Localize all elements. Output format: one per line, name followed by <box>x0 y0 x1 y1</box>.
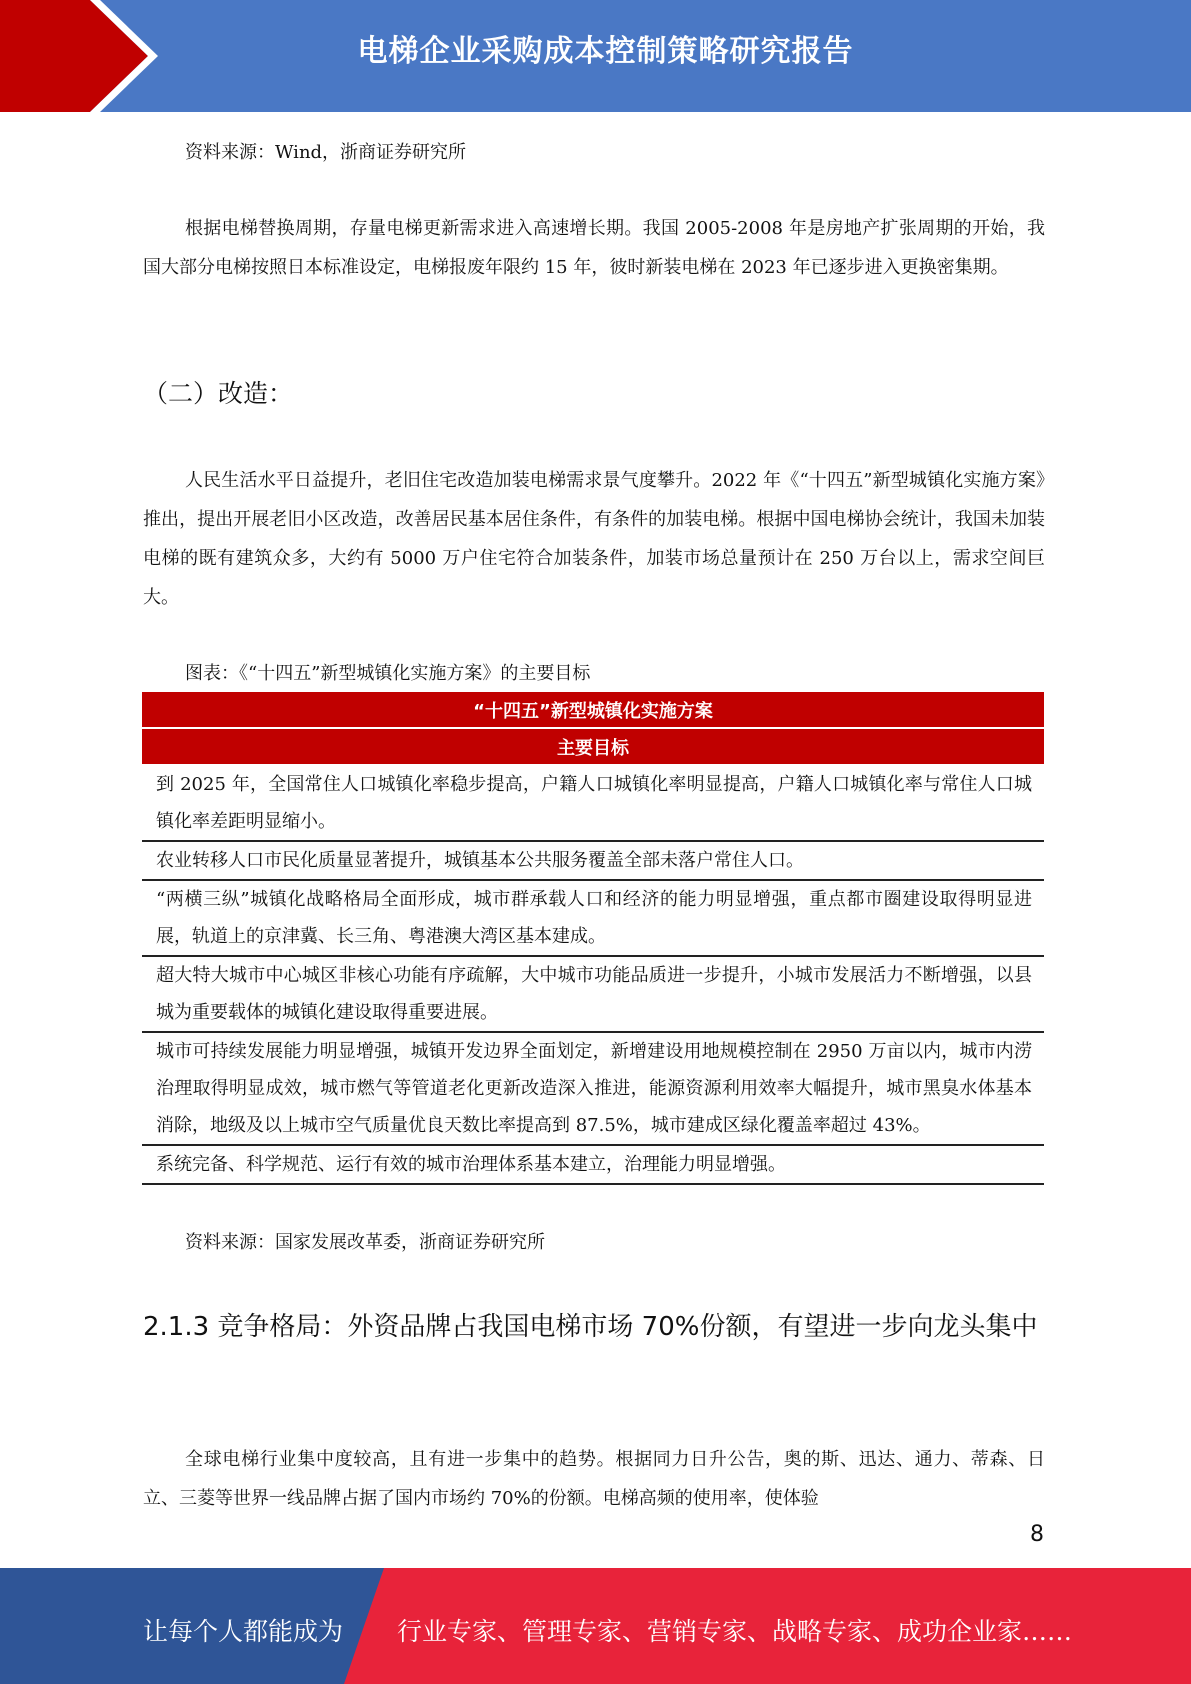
table-cell: 农业转移人口市民化质量显著提升，城镇基本公共服务覆盖全部未落户常住人口。 <box>142 841 1044 880</box>
goals-table <box>142 692 1044 1185</box>
figure-caption: 图表：《“十四五”新型城镇化实施方案》的主要目标 <box>185 663 591 684</box>
footer-roles: 行业专家、管理专家、营销专家、战略专家、成功企业家…… <box>397 1617 1073 1646</box>
page-number: 8 <box>1030 1522 1044 1547</box>
table-row <box>142 841 1044 880</box>
table-cell: “两横三纵”城镇化战略格局全面形成，城市群承载人口和经济的能力明显增强，重点都市圈建设取得明显进展，轨道上的京津冀、长三角、粤港澳大湾区基本建成。 <box>142 880 1044 956</box>
source-note: 资料来源：Wind，浙商证券研究所 <box>185 142 467 163</box>
table-cell: 城市可持续发展能力明显增强，城镇开发边界全面划定，新增建设用地规模控制在 2950 万亩以内，城市内涝治理取得明显成效，城市燃气等管道老化更新改造深入推进，能源资源利用效率大幅提升，城市黑臭水体基本消除，地级及以上城市空气质量优良天数比率提高到 87.5%，城市建成区绿化覆盖率超过 43%。 <box>142 1032 1044 1145</box>
table-row <box>142 880 1044 956</box>
table-cell: 超大特大城市中心城区非核心功能有序疏解，大中城市功能品质进一步提升，小城市发展活力不断增强，以县城为重要载体的城镇化建设取得重要进展。 <box>142 956 1044 1032</box>
body-paragraph: 全球电梯行业集中度较高，且有进一步集中的趋势。根据同力日升公告，奥的斯、迅达、通力、蒂森、日立、三菱等世界一线品牌占据了国内市场约 70%的份额。电梯高频的使用率，使体验 <box>143 1449 1045 1509</box>
section-heading: （二）改造： <box>143 379 294 408</box>
table-cell: 到 2025 年，全国常住人口城镇化率稳步提高，户籍人口城镇化率明显提高，户籍人口城镇化率与常住人口城镇化率差距明显缩小。 <box>142 765 1044 841</box>
table-title: “十四五”新型城镇化实施方案 <box>142 692 1044 728</box>
subsection-heading: 2.1.3 竞争格局：外资品牌占我国电梯市场 70%份额，有望进一步向龙头集中 <box>143 1312 1038 1342</box>
body-paragraph: 根据电梯替换周期，存量电梯更新需求进入高速增长期。我国 2005-2008 年是房地产扩张周期的开始，我国大部分电梯按照日本标准设定，电梯报废年限约 15 年，彼时新装电梯在 2023 年已逐步进入更换密集期。 <box>143 218 1045 278</box>
table-row <box>142 765 1044 841</box>
table-row <box>142 1032 1044 1145</box>
table-row <box>142 1145 1044 1184</box>
table-row <box>142 956 1044 1032</box>
table-subtitle: 主要目标 <box>142 728 1044 765</box>
footer-slogan: 让每个人都能成为 <box>143 1617 344 1646</box>
body-paragraph: 人民生活水平日益提升，老旧住宅改造加装电梯需求景气度攀升。2022 年《“十四五”新型城镇化实施方案》推出，提出开展老旧小区改造，改善居民基本居住条件，有条件的加装电梯。根据中国电梯协会统计，我国未加装电梯的既有建筑众多，大约有 5000 万户住宅符合加装条件，加装市场总量预计在 250 万台以上，需求空间巨大。 <box>143 470 1045 608</box>
report-title: 电梯企业采购成本控制策略研究报告 <box>357 34 854 69</box>
table-cell: 系统完备、科学规范、运行有效的城市治理体系基本建立，治理能力明显增强。 <box>142 1145 1044 1184</box>
source-note: 资料来源：国家发展改革委，浙商证券研究所 <box>185 1232 545 1253</box>
